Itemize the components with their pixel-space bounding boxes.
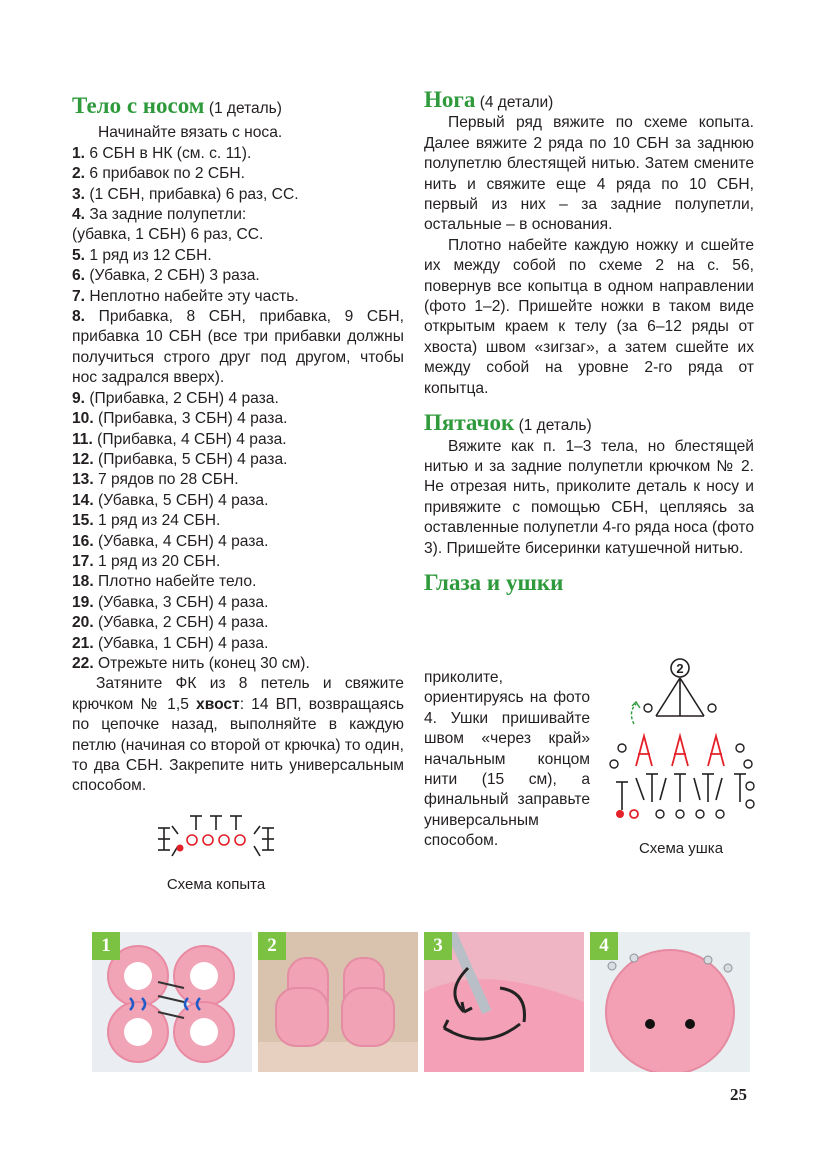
page-number: 25 <box>730 1085 747 1104</box>
body-section-title: Тело с носом <box>72 93 205 118</box>
photo-number-badge: 4 <box>590 932 618 960</box>
body-step: 15. 1 ряд из 24 СБН. <box>72 512 221 530</box>
snout-paragraph: Вяжите как п. 1–3 тела, но блестящей нитью и за задние полупетли крючком № 2. Не отрезая нить, приколите деталь к носу и привяжите с помощью СБН, цепляясь за оставленные полупетли 4-го ряда носа (фото 3). Пришейте бисеринки катушечной нитью. <box>424 437 754 557</box>
body-step: 4. За задние полупетли: <box>72 206 247 224</box>
body-step-continued: (убавка, 1 СБН) 6 раз, СС. <box>72 226 264 244</box>
body-step: 10. (Прибавка, 3 СБН) 4 раза. <box>72 410 288 428</box>
body-step: 14. (Убавка, 5 СБН) 4 раза. <box>72 491 269 509</box>
row-number-label: 2 <box>676 661 684 676</box>
eyes-paragraph: приколите, ориентируясь на фото 4. Ушки пришивайте швом «через край» начальным концом нити (15 см), а финальный заправьте универсальным способом. <box>424 669 590 850</box>
body-step: 3. (1 СБН, прибавка) 6 раз, СС. <box>72 185 299 203</box>
hoof-diagram <box>150 812 280 866</box>
hoof-caption: Схема копыта <box>166 876 266 893</box>
body-step: 22. Отрежьте нить (конец 30 см). <box>72 654 310 672</box>
photo-number-badge: 3 <box>424 932 452 960</box>
ear-caption: Схема ушка <box>638 840 724 857</box>
eyes-section-title: Глаза и ушки <box>424 569 564 595</box>
snout-section-title: Пятачок <box>424 410 515 436</box>
body-step: 11. (Прибавка, 4 СБН) 4 раза. <box>72 430 287 448</box>
body-step: 2. 6 прибавок по 2 СБН. <box>72 165 245 183</box>
leg-section-heading <box>424 87 754 113</box>
body-step: 18. Плотно набейте тело. <box>72 573 257 591</box>
photo-1 <box>92 932 252 1072</box>
ear-diagram <box>600 654 760 826</box>
body-step: 12. (Прибавка, 5 СБН) 4 раза. <box>72 450 288 468</box>
right-column <box>424 87 754 596</box>
body-step: 5. 1 ряд из 12 СБН. <box>72 246 212 264</box>
left-column <box>72 93 405 797</box>
body-intro: Начинайте вязать с носа. <box>98 124 283 142</box>
photo-number-badge: 2 <box>258 932 286 960</box>
leg-section-note: (4 детали) <box>479 94 554 111</box>
leg-section <box>424 87 754 399</box>
body-section-heading <box>72 93 404 119</box>
body-step: 19. (Убавка, 3 СБН) 4 раза. <box>72 593 269 611</box>
body-step: 7. Неплотно набейте эту часть. <box>72 287 299 305</box>
body-step: 9. (Прибавка, 2 СБН) 4 раза. <box>72 389 279 407</box>
body-step: 6. (Убавка, 2 СБН) 3 раза. <box>72 267 260 285</box>
photo-3 <box>424 932 584 1072</box>
eyes-section-heading <box>424 569 754 596</box>
body-step: 20. (Убавка, 2 СБН) 4 раза. <box>72 614 269 632</box>
leg-paragraph-2: Плотно набейте каждую ножку и сшейте их между собой по схеме 2 на с. 56, повернув все копытца в одном направлении (фото 1–2). Пришейте ножки в таком виде открытым краем к телу (за 6–12 ряды от хвоста) швом «зигзаг», а затем сшейте их между собой на уровне 2-го ряда от копытца. <box>424 236 754 397</box>
photo-number-badge: 1 <box>92 932 120 960</box>
body-step: 17. 1 ряд из 20 СБН. <box>72 552 221 570</box>
tail-instructions: Затяните ФК из 8 петель и свяжите крючком № 1,5 хвост: 14 ВП, возвращаясь по цепочке назад, выполняйте в каждую петлю (начиная со второй от крючка) то один, то два СБН. Закрепите нить универсальным способом. <box>72 675 405 795</box>
body-step: 16. (Убавка, 4 СБН) 4 раза. <box>72 532 269 550</box>
body-section-note: (1 деталь) <box>208 100 282 117</box>
snout-section <box>424 410 754 559</box>
photo-2 <box>258 932 418 1072</box>
photo-4 <box>590 932 750 1072</box>
body-step: 21. (Убавка, 1 СБН) 4 раза. <box>72 634 269 652</box>
body-step: 13. 7 рядов по 28 СБН. <box>72 471 239 489</box>
snout-section-heading <box>424 410 754 436</box>
body-step: 1. 6 СБН в НК (см. с. 11). <box>72 144 252 162</box>
body-step-8: 8. Прибавка, 8 СБН, прибавка, 9 СБН, прибавка 10 СБН (все три прибавки должны получиться строго друг под другом, чтобы нос задрался вверх). <box>72 308 404 387</box>
leg-section-title: Нога <box>424 87 476 112</box>
leg-paragraph-1: Первый ряд вяжите по схеме копыта. Далее вяжите 2 ряда по 10 СБН за заднюю полупетлю блестящей нитью. Затем смените нить и свяжите еще 4 ряда по 10 СБН, первый из них – за задние полупетли, остальные – в основания. <box>424 114 754 234</box>
snout-section-note: (1 деталь) <box>518 417 592 435</box>
